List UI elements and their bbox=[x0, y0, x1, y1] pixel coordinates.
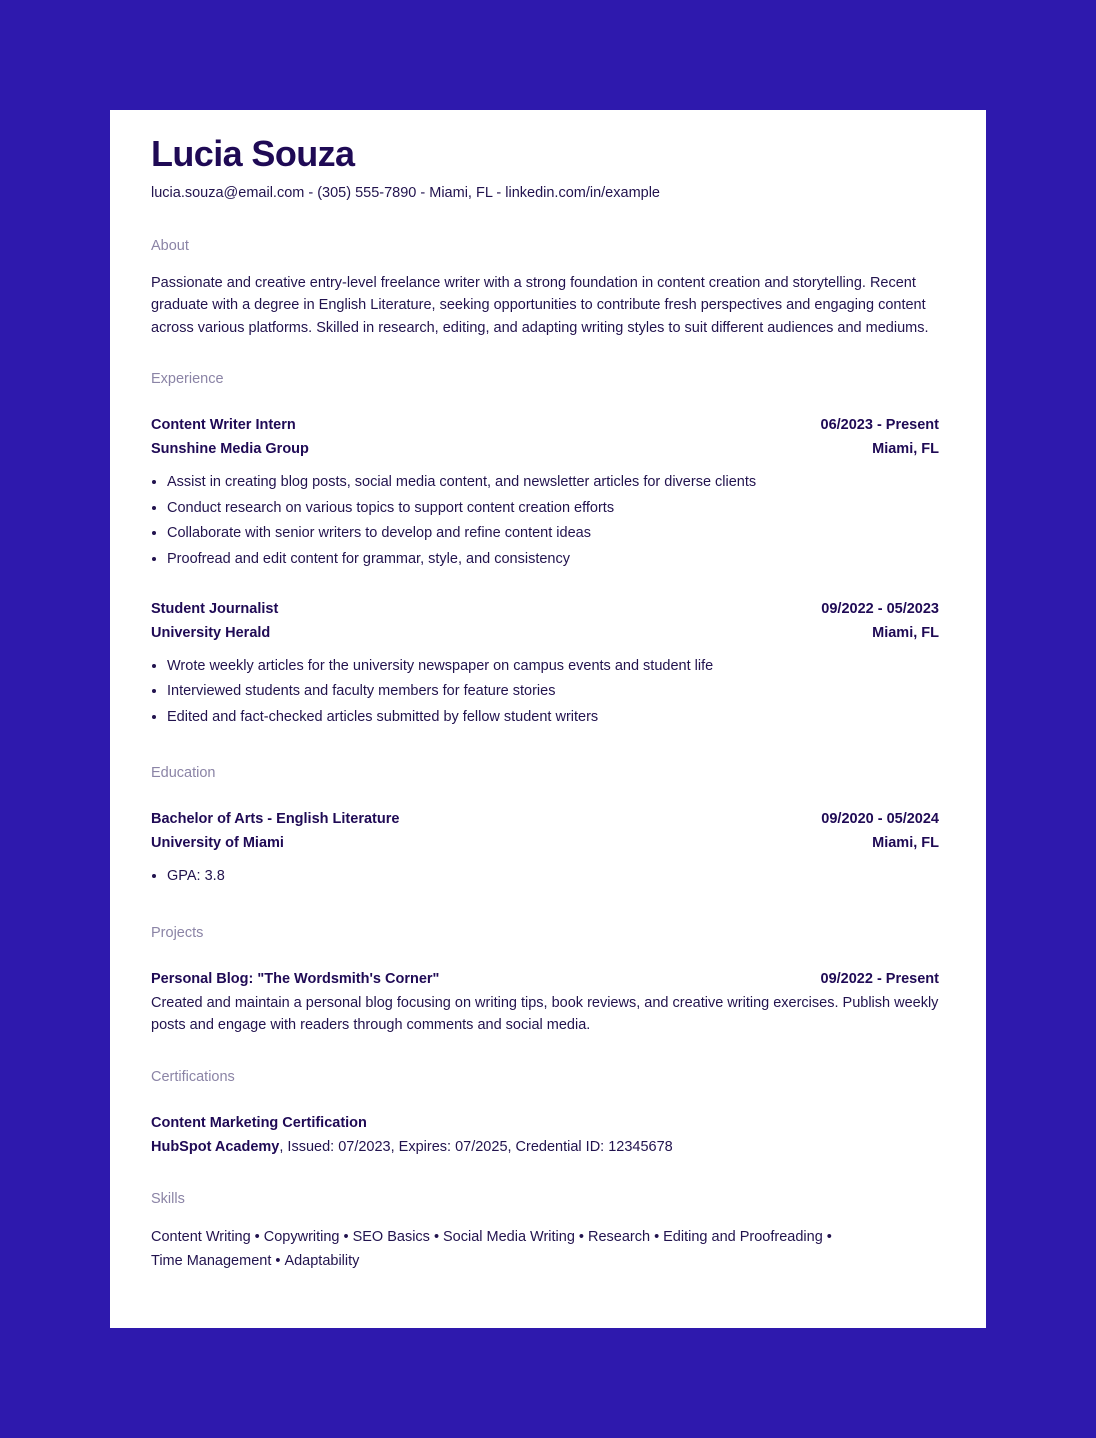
certification-entry bbox=[151, 1111, 939, 1159]
skill-item: SEO Basics bbox=[352, 1228, 430, 1245]
job-company: Sunshine Media Group bbox=[151, 440, 309, 457]
school-location: Miami, FL bbox=[872, 834, 939, 851]
certification-issuer: HubSpot Academy bbox=[151, 1138, 280, 1155]
list-item: • Interviewed students and faculty members for feature stories bbox=[167, 679, 939, 705]
skill-item: Editing and Proofreading bbox=[663, 1228, 823, 1245]
list-item: • Assist in creating blog posts, social media content, and newsletter articles for diverse clients bbox=[167, 470, 939, 496]
resume-page bbox=[110, 110, 986, 1328]
skill-item: Time Management bbox=[151, 1253, 272, 1270]
job-location: Miami, FL bbox=[872, 624, 939, 641]
skill-separator: • bbox=[275, 1253, 281, 1270]
school: University of Miami bbox=[151, 834, 284, 851]
skill-item: Adaptability bbox=[284, 1253, 360, 1270]
education-dates: 09/2020 - 05/2024 bbox=[821, 810, 939, 827]
skill-separator: • bbox=[578, 1228, 584, 1245]
job-bullets bbox=[151, 654, 939, 731]
job-dates: 09/2022 - 05/2023 bbox=[821, 600, 939, 617]
skill-item: Copywriting bbox=[263, 1228, 340, 1245]
job-dates: 06/2023 - Present bbox=[820, 416, 939, 433]
education-bullets bbox=[151, 864, 939, 890]
skill-item: Content Writing bbox=[151, 1228, 251, 1245]
certification-details: , Issued: 07/2023, Expires: 07/2025, Credential ID: 12345678 bbox=[279, 1138, 673, 1155]
job-role: Student Journalist bbox=[151, 600, 279, 617]
job-location: Miami, FL bbox=[872, 440, 939, 457]
job-role: Content Writer Intern bbox=[151, 416, 296, 433]
job-company: University Herald bbox=[151, 624, 271, 641]
skill-item: Social Media Writing bbox=[443, 1228, 575, 1245]
skill-separator: • bbox=[343, 1228, 349, 1245]
education-entry bbox=[151, 807, 939, 890]
list-item: • Collaborate with senior writers to develop and refine content ideas bbox=[167, 521, 939, 547]
list-item: • Wrote weekly articles for the university newspaper on campus events and student life bbox=[167, 654, 939, 680]
list-item: • Edited and fact-checked articles submitted by fellow student writers bbox=[167, 705, 939, 731]
skill-separator: • bbox=[826, 1228, 832, 1245]
certification-name: Content Marketing Certification bbox=[151, 1114, 367, 1131]
list-item: • Conduct research on various topics to support content creation efforts bbox=[167, 496, 939, 522]
about-text: Passionate and creative entry-level freelance writer with a strong foundation in content creation and storytelling. Recent graduate with a degree in English Literature, seeking opportunities to contribute fresh perspectives and engaging content across various platforms. Skilled in research, editing, and adapting writing styles to suit different audiences and mediums. bbox=[151, 275, 929, 336]
skills-list bbox=[151, 1225, 939, 1274]
list-item: • GPA: 3.8 bbox=[167, 864, 939, 890]
candidate-name: Lucia Souza bbox=[151, 133, 355, 174]
section-title-skills: Skills bbox=[151, 1190, 185, 1207]
project-dates: 09/2022 - Present bbox=[820, 970, 939, 987]
section-title-about: About bbox=[151, 238, 189, 254]
list-item: • Proofread and edit content for grammar, style, and consistency bbox=[167, 547, 939, 573]
experience-entry bbox=[151, 597, 939, 731]
skill-separator: • bbox=[254, 1228, 260, 1245]
skill-item: Research bbox=[588, 1228, 651, 1245]
skill-separator: • bbox=[433, 1228, 440, 1245]
section-title-experience: Experience bbox=[151, 370, 224, 387]
contact-line: lucia.souza@email.com - (305) 555-7890 - Miami, FL - linkedin.com/in/example bbox=[151, 185, 660, 201]
section-title-education: Education bbox=[151, 764, 216, 781]
project-name: Personal Blog: "The Wordsmith's Corner" bbox=[151, 970, 440, 987]
section-title-projects: Projects bbox=[151, 924, 204, 941]
skill-separator: • bbox=[654, 1228, 660, 1245]
section-title-certifications: Certifications bbox=[151, 1068, 235, 1085]
project-entry bbox=[151, 967, 939, 1037]
degree: Bachelor of Arts - English Literature bbox=[151, 810, 400, 827]
job-bullets bbox=[151, 470, 939, 573]
experience-entry bbox=[151, 413, 939, 573]
project-description: Created and maintain a personal blog focusing on writing tips, book reviews, and creative writing exercises. Publish weekly posts and engage with readers through comments and social media. bbox=[151, 994, 939, 1034]
